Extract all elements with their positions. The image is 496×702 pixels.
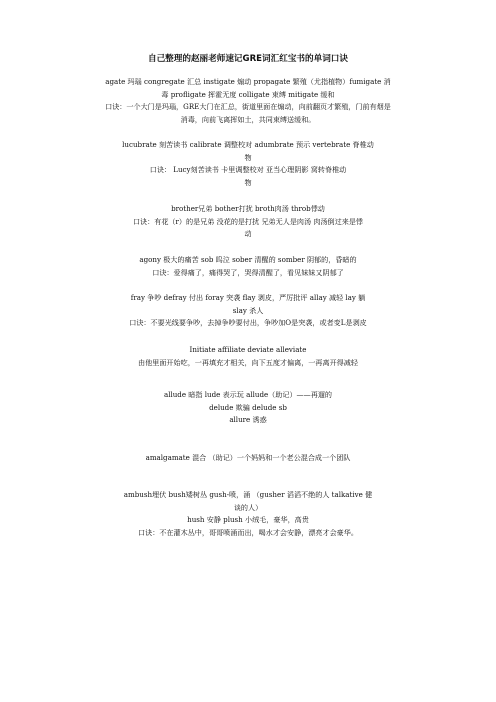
text-line: 谈的人） — [233, 502, 263, 512]
text-line: lucubrate 刻苦读书 calibrate 调整校对 adumbrate 预示 vertebrate 脊椎动 — [122, 140, 374, 149]
text-line: 物 — [244, 177, 252, 187]
block-amalgamate — [60, 452, 436, 465]
text-line: ambush埋伏 bush矮树丛 gush-喷，涌 （gusher 滔滔不绝的人 talkative 健 — [123, 490, 373, 499]
text-line: 口诀：不要光线要争吵，去掉争吵要付出，争吵加O是突袭，或者变L是剥皮 — [129, 318, 367, 328]
text-line: 消毒，向前飞离挥如土，共同束缚送缓和。 — [180, 114, 316, 124]
block-brother — [60, 203, 436, 241]
document-title: 自己整理的赵丽老师速记GRE词汇红宝书的单词口诀 — [147, 54, 348, 64]
text-line: 口诀： Lucy刻苦读书 卡里调整校对 亚当心理阴影 窝转脊椎动 — [149, 165, 347, 175]
text-line: 动 — [244, 229, 252, 239]
text-line: agony 极大的痛苦 sob 呜泣 sober 清醒的 somber 阴郁的，昏暗的 — [139, 255, 357, 264]
text-line: 物 — [244, 152, 252, 162]
block-fray — [60, 292, 436, 330]
text-line: allude 暗指 lude 表示玩 allude（助记）——再遛的 — [163, 390, 333, 399]
text-line: hush 安静 plush 小绒毛，豪华，高贵 — [187, 515, 309, 525]
text-line: 口诀：一个大门是玛瑙，GRE大门在汇总，街道里面在煽动，向前翻页才繁殖，门前有烟是 — [105, 102, 391, 112]
block-allude — [60, 389, 436, 427]
text-line: amalgamate 混合 （助记）一个妈妈和一个老公混合成一个团队 — [145, 453, 351, 462]
text-line: 由他里面开始吃，一再填充才相关，向下五度才偏离，一再离开得减轻 — [138, 357, 358, 367]
block-agate — [44, 76, 452, 126]
text-line: 毒 profligate 挥霍无度 colligate 束缚 mitigate 缓和 — [161, 89, 335, 99]
text-line: fray 争吵 defray 付出 foray 突袭 flay 剥皮，严厉批评 allay 减轻 lay 躺 — [130, 293, 366, 302]
text-line: delude 欺骗 delude sb — [209, 402, 287, 412]
text-line: slay 杀人 — [232, 305, 264, 315]
text-line: allure 诱惑 — [229, 415, 267, 425]
block-ambush — [44, 489, 452, 539]
text-line: 口诀：爱得痛了，痛得哭了，哭得清醒了，看见妹妹又阴郁了 — [152, 267, 344, 277]
text-line: brother兄弟 bother打扰 broth肉汤 throb悸动 — [171, 204, 325, 213]
text-line: agate 玛瑙 congregate 汇总 instigate 煽动 propagate 繁殖（尤指植物）fumigate 消 — [105, 77, 391, 86]
text-line: 口诀：有花（r）的是兄弟 没花的是打扰 兄弟无人是肉汤 肉汤倒过来是悸 — [132, 216, 364, 226]
block-lucubrate — [60, 139, 436, 189]
block-initiate — [60, 344, 436, 369]
text-line: Initiate affiliate deviate alleviate — [189, 345, 307, 354]
block-agony — [60, 254, 436, 279]
text-line: 口诀：不在灌木丛中，哥哥喷涌而出，喝水才会安静，漂亮才会豪华。 — [138, 527, 358, 537]
